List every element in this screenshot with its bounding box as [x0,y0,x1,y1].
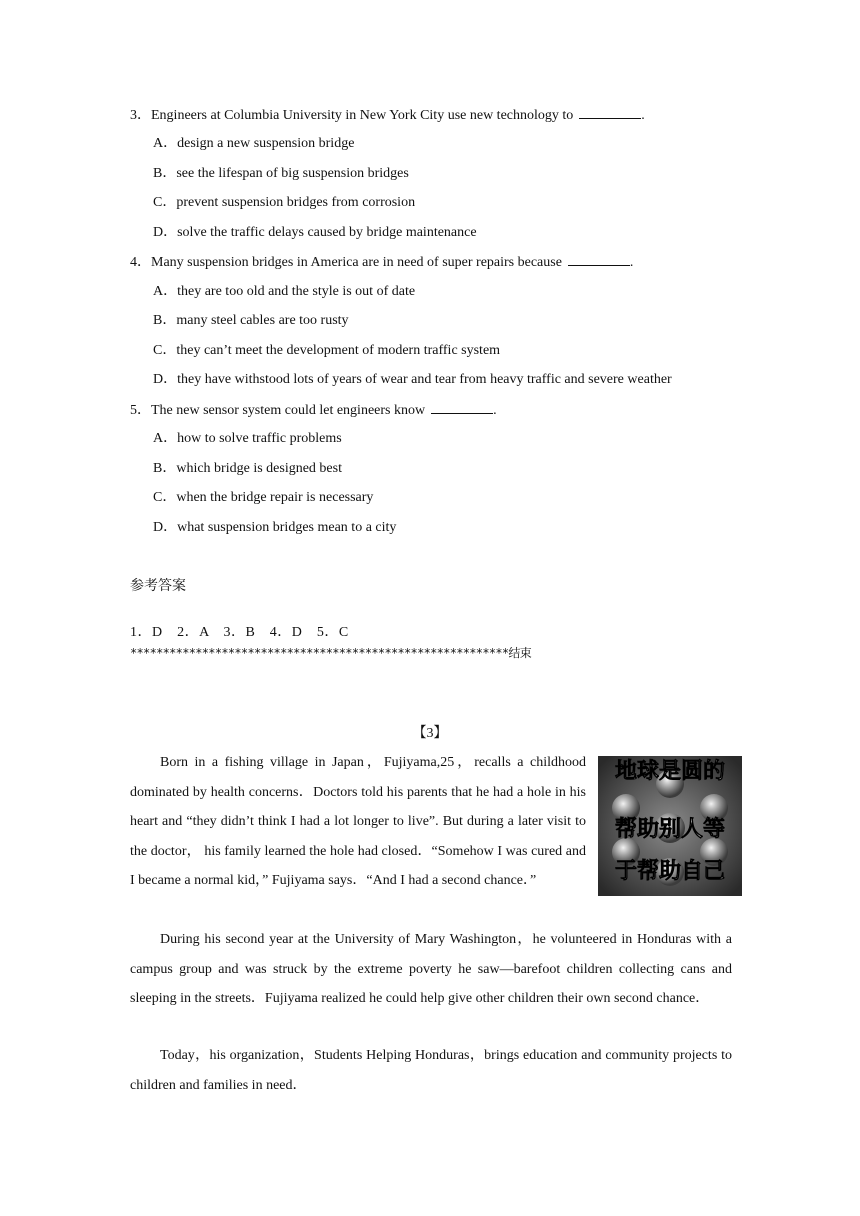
question-4-option-d: D．they have withstood lots of years of wear and tear from heavy traffic and severe weather [153,372,672,387]
question-4-text: 4．Many suspension bridges in America are in need of super repairs because [130,255,562,270]
section-number: 【3】 [412,726,448,741]
motto-image [598,756,742,896]
question-end: . [629,255,634,270]
question-end: . [493,403,497,418]
answer-key: 1．D 2．A 3．B 4．D 5．C [130,625,349,640]
question-5-text: 5．The new sensor system could let engineers know [130,403,426,418]
question-3-option-b: B．see the lifespan of big suspension bridges [153,166,409,181]
question-3-option-c: C．prevent suspension bridges from corrosion [153,195,416,210]
question-5-option-a: A．how to solve traffic problems [153,431,342,446]
question-end: . [641,108,645,123]
question-4-option-a: A．they are too old and the style is out of date [153,284,416,299]
answer-key-heading: 参考答案 [130,578,186,594]
motto-line-2: 帮助别人等 [614,817,726,842]
motto-line-1: 地球是圆的 [614,759,726,784]
question-5-option-c: C．when the bridge repair is necessary [153,490,374,505]
question-5-option-d: D．what suspension bridges mean to a city [153,520,397,535]
end-marker: **********************************************************结束 [130,646,532,660]
answer-blank [431,401,493,414]
question-4-option-b: B．many steel cables are too rusty [153,313,349,328]
question-4-stem [130,253,633,272]
paragraph-2: During his second year at the University of Mary Washington，he volunteered in Honduras with a campus group and was struck by the extreme poverty he saw—barefoot children collecting cans and sleeping in the streets．Fujiyama realized he could help give other children their own second chance． [130,932,732,1006]
question-3-option-a: A．design a new suspension bridge [153,136,355,151]
question-5-option-b: B．which bridge is designed best [153,461,342,476]
paragraph-1: Born in a fishing village in Japan，Fujiyama,25，recalls a childhood dominated by health concerns．Doctors told his parents that he had a hole in his heart and “they didn’t think I had a lot longer to live”. But during a later visit to the doctor， his family learned the hole had closed．“Somehow I was cured and I became a normal kid，” Fujiyama says．“And I had a second chance．” [130,755,586,888]
question-3-option-d: D．solve the traffic delays caused by bridge maintenance [153,225,477,240]
question-3-text: 3．Engineers at Columbia University in New York City use new technology to [130,108,574,123]
question-5-stem [130,401,497,420]
answer-blank [568,253,630,266]
paragraph-3: Today，his organization，Students Helping Honduras，brings education and community projects to children and families in need． [130,1048,732,1093]
answer-blank [579,106,641,119]
question-4-option-c: C．they can’t meet the development of modern traffic system [153,343,501,358]
question-3-stem [130,106,645,125]
motto-line-3: 于帮助自己 [614,859,726,884]
